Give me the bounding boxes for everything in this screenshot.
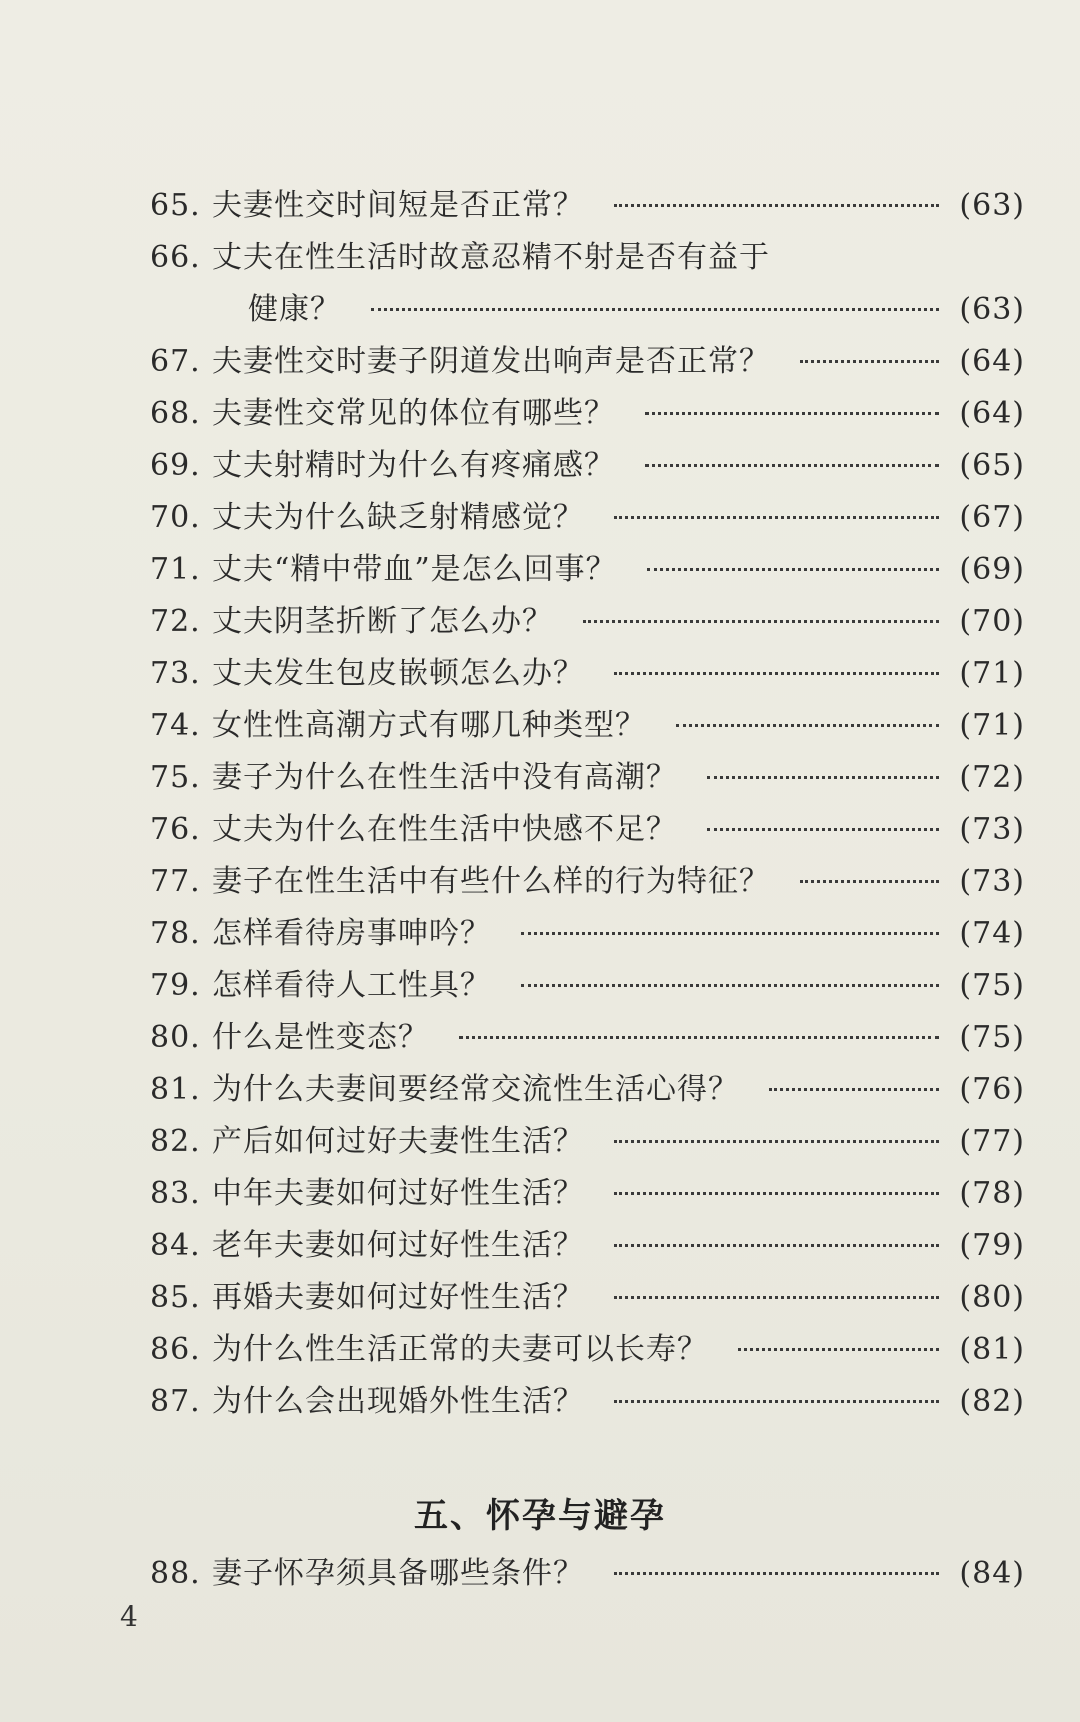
entry-title: 健康？ [248,292,341,327]
entry-title: 夫妻性交时妻子阴道发出响声是否正常？ [212,344,770,379]
entry-title: 丈夫阴茎折断了怎么办？ [212,604,553,639]
toc-entry [150,856,1025,908]
entry-page: (64) [959,396,1025,431]
leader-dots [614,1572,939,1575]
entry-number: 86. [150,1332,201,1367]
toc-entry-continuation [150,284,1025,336]
toc-entry [150,1324,1025,1376]
entry-page: (79) [959,1228,1025,1263]
entry-page: (80) [959,1280,1025,1315]
entry-title: 妻子怀孕须具备哪些条件？ [212,1556,584,1591]
entry-number: 73. [150,656,201,691]
leader-dots [738,1348,939,1351]
leader-dots [645,464,939,467]
entry-title: 丈夫“精中带血”是怎么回事？ [212,552,617,587]
entry-page: (73) [959,812,1025,847]
entry-number: 72. [150,604,201,639]
leader-dots [645,412,939,415]
entry-page: (81) [959,1332,1025,1367]
toc-entry [150,180,1025,232]
leader-dots [707,776,939,779]
toc-entry [150,908,1025,960]
entry-page: (75) [959,968,1025,1003]
toc-entry [150,960,1025,1012]
toc-last-section [150,1548,1025,1600]
entry-page: (63) [959,292,1025,327]
entry-title: 丈夫射精时为什么有疼痛感？ [212,448,615,483]
entry-page: (70) [959,604,1025,639]
leader-dots [769,1088,939,1091]
toc-entry [150,1116,1025,1168]
leader-dots [614,1296,939,1299]
entry-title: 妻子为什么在性生活中没有高潮？ [212,760,677,795]
entry-number: 83. [150,1176,201,1211]
leader-dots [614,516,939,519]
entry-number: 82. [150,1124,201,1159]
entry-number: 66. [150,240,201,275]
entry-number: 77. [150,864,201,899]
entry-page: (74) [959,916,1025,951]
toc-entry [150,440,1025,492]
entry-number: 88. [150,1556,201,1591]
toc-entry [150,752,1025,804]
leader-dots [583,620,939,623]
entry-page: (71) [959,708,1025,743]
toc-entry [150,544,1025,596]
entry-number: 75. [150,760,201,795]
entry-title: 丈夫在性生活时故意忍精不射是否有益于 [212,240,770,275]
leader-dots [614,1192,939,1195]
entry-title: 怎样看待房事呻吟？ [212,916,491,951]
entry-title: 什么是性变态？ [212,1020,429,1055]
entry-number: 74. [150,708,201,743]
leader-dots [800,880,939,883]
table-of-contents [150,180,1025,1428]
toc-entry [150,492,1025,544]
entry-title: 丈夫为什么在性生活中快感不足？ [212,812,677,847]
leader-dots [647,568,939,571]
entry-page: (78) [959,1176,1025,1211]
leader-dots [800,360,939,363]
entry-number: 67. [150,344,201,379]
entry-page: (76) [959,1072,1025,1107]
toc-entry [150,336,1025,388]
leader-dots [614,204,939,207]
entry-title: 为什么会出现婚外性生活？ [212,1384,584,1419]
toc-entry [150,1548,1025,1600]
entry-number: 69. [150,448,201,483]
entry-page: (71) [959,656,1025,691]
entry-page: (65) [959,448,1025,483]
entry-page: (63) [959,188,1025,223]
entry-title: 夫妻性交时间短是否正常？ [212,188,584,223]
entry-page: (67) [959,500,1025,535]
entry-number: 71. [150,552,201,587]
leader-dots [707,828,939,831]
toc-entry [150,1064,1025,1116]
toc-entry [150,700,1025,752]
leader-dots [614,1140,939,1143]
entry-number: 85. [150,1280,201,1315]
entry-title: 为什么性生活正常的夫妻可以长寿？ [212,1332,708,1367]
section-heading: 五、怀孕与避孕 [414,1496,666,1536]
entry-page: (69) [959,552,1025,587]
leader-dots [614,1244,939,1247]
entry-title: 怎样看待人工性具？ [212,968,491,1003]
toc-entry [150,1012,1025,1064]
entry-title: 老年夫妻如何过好性生活？ [212,1228,584,1263]
toc-entry [150,1272,1025,1324]
leader-dots [521,932,939,935]
entry-title: 妻子在性生活中有些什么样的行为特征？ [212,864,770,899]
toc-entry [150,388,1025,440]
entry-number: 87. [150,1384,201,1419]
entry-number: 76. [150,812,201,847]
entry-page: (75) [959,1020,1025,1055]
entry-title: 丈夫为什么缺乏射精感觉？ [212,500,584,535]
entry-title: 丈夫发生包皮嵌顿怎么办？ [212,656,584,691]
entry-number: 65. [150,188,201,223]
leader-dots [371,308,939,311]
leader-dots [614,1400,939,1403]
entry-page: (82) [959,1384,1025,1419]
toc-entry [150,804,1025,856]
leader-dots [521,984,939,987]
leader-dots [676,724,939,727]
entry-number: 70. [150,500,201,535]
toc-entry [150,1168,1025,1220]
entry-page: (72) [959,760,1025,795]
page-number: 4 [120,1600,138,1633]
entry-title: 再婚夫妻如何过好性生活？ [212,1280,584,1315]
entry-number: 78. [150,916,201,951]
entry-page: (77) [959,1124,1025,1159]
entry-number: 68. [150,396,201,431]
toc-entry [150,1220,1025,1272]
entry-number: 80. [150,1020,201,1055]
entry-title: 中年夫妻如何过好性生活？ [212,1176,584,1211]
leader-dots [459,1036,939,1039]
entry-page: (73) [959,864,1025,899]
entry-number: 79. [150,968,201,1003]
entry-title: 产后如何过好夫妻性生活？ [212,1124,584,1159]
toc-entry [150,648,1025,700]
entry-title: 女性性高潮方式有哪几种类型？ [212,708,646,743]
leader-dots [614,672,939,675]
toc-entry [150,1376,1025,1428]
entry-number: 84. [150,1228,201,1263]
entry-page: (64) [959,344,1025,379]
entry-page: (84) [959,1556,1025,1591]
toc-entry [150,232,1025,284]
toc-entry [150,596,1025,648]
entry-number: 81. [150,1072,201,1107]
entry-title: 为什么夫妻间要经常交流性生活心得？ [212,1072,739,1107]
entry-title: 夫妻性交常见的体位有哪些？ [212,396,615,431]
